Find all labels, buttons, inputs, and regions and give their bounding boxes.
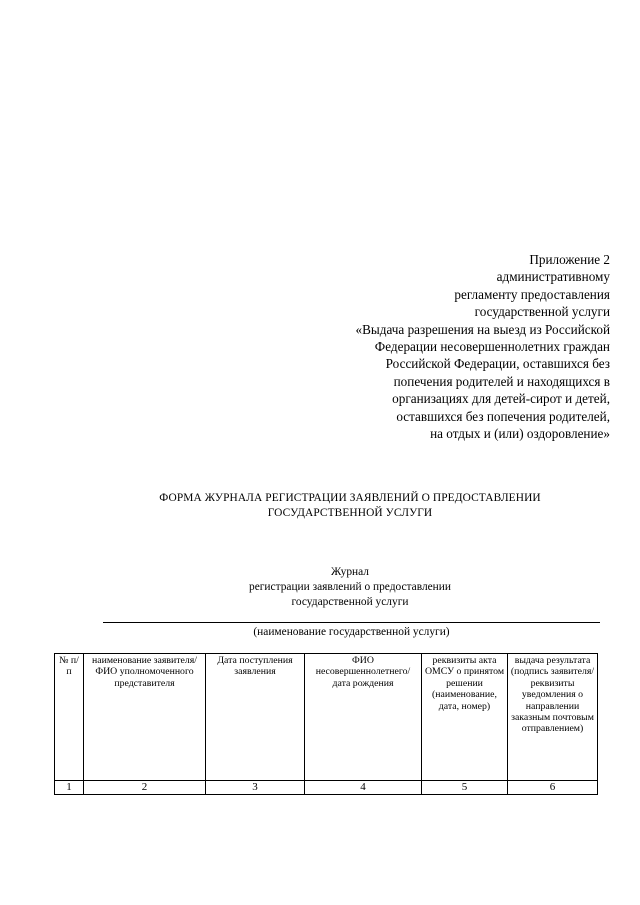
- table-header-row: [55, 654, 598, 781]
- annex-line: Российской Федерации, оставшихся без: [385, 356, 610, 372]
- header-applicant: наименование заявителя/ ФИО уполномоченного представителя: [84, 654, 206, 781]
- form-title-line-2: ГОСУДАРСТВЕННОЙ УСЛУГИ: [267, 506, 433, 519]
- column-number-cell: 3: [206, 781, 305, 795]
- header-number: № п/п: [55, 654, 84, 781]
- header-minor: ФИО несовершеннолетнего/ дата рождения: [305, 654, 422, 781]
- journal-subtitle-1: регистрации заявлений о предоставлении: [249, 580, 451, 593]
- column-number-cell: 1: [55, 781, 84, 795]
- annex-line: Федерации несовершеннолетних граждан: [374, 339, 610, 355]
- header-date-received: Дата поступления заявления: [206, 654, 305, 781]
- form-title-line-1: ФОРМА ЖУРНАЛА РЕГИСТРАЦИИ ЗАЯВЛЕНИЙ О ПРЕДОСТАВЛЕНИИ: [159, 492, 541, 504]
- annex-block: [250, 251, 610, 442]
- service-name-caption: (наименование государственной услуги): [253, 626, 450, 638]
- annex-line: административному: [496, 269, 610, 285]
- annex-line: организациях для детей-сирот и детей,: [392, 391, 610, 407]
- column-number-cell: 2: [84, 781, 206, 795]
- annex-line: «Выдача разрешения на выезд из Российской: [355, 321, 610, 337]
- journal-subtitle-2: государственной услуги: [291, 595, 409, 608]
- journal-title: Журнал: [331, 566, 369, 578]
- annex-line: регламенту предоставления: [454, 286, 610, 302]
- header-omsu-act: реквизиты акта ОМСУ о принятом решении (наименование, дата, номер): [422, 654, 508, 781]
- annex-line: попечения родителей и находящихся в: [393, 373, 610, 389]
- form-title: [60, 491, 640, 520]
- journal-heading: [100, 565, 600, 609]
- annex-line: на отдых и (или) оздоровление»: [430, 426, 610, 442]
- annex-line: оставшихся без попечения родителей,: [396, 408, 610, 424]
- column-number-cell: 4: [305, 781, 422, 795]
- column-number-cell: 6: [508, 781, 598, 795]
- journal-table: [54, 653, 598, 795]
- header-result: выдача результата (подпись заявителя/ реквизиты уведомления о направлении заказным почтовым отправлением): [508, 654, 598, 781]
- column-number-cell: 5: [422, 781, 508, 795]
- service-name-underline: [103, 622, 600, 623]
- annex-line: Приложение 2: [529, 252, 610, 267]
- annex-line: государственной услуги: [474, 304, 610, 320]
- table-row: [55, 781, 598, 795]
